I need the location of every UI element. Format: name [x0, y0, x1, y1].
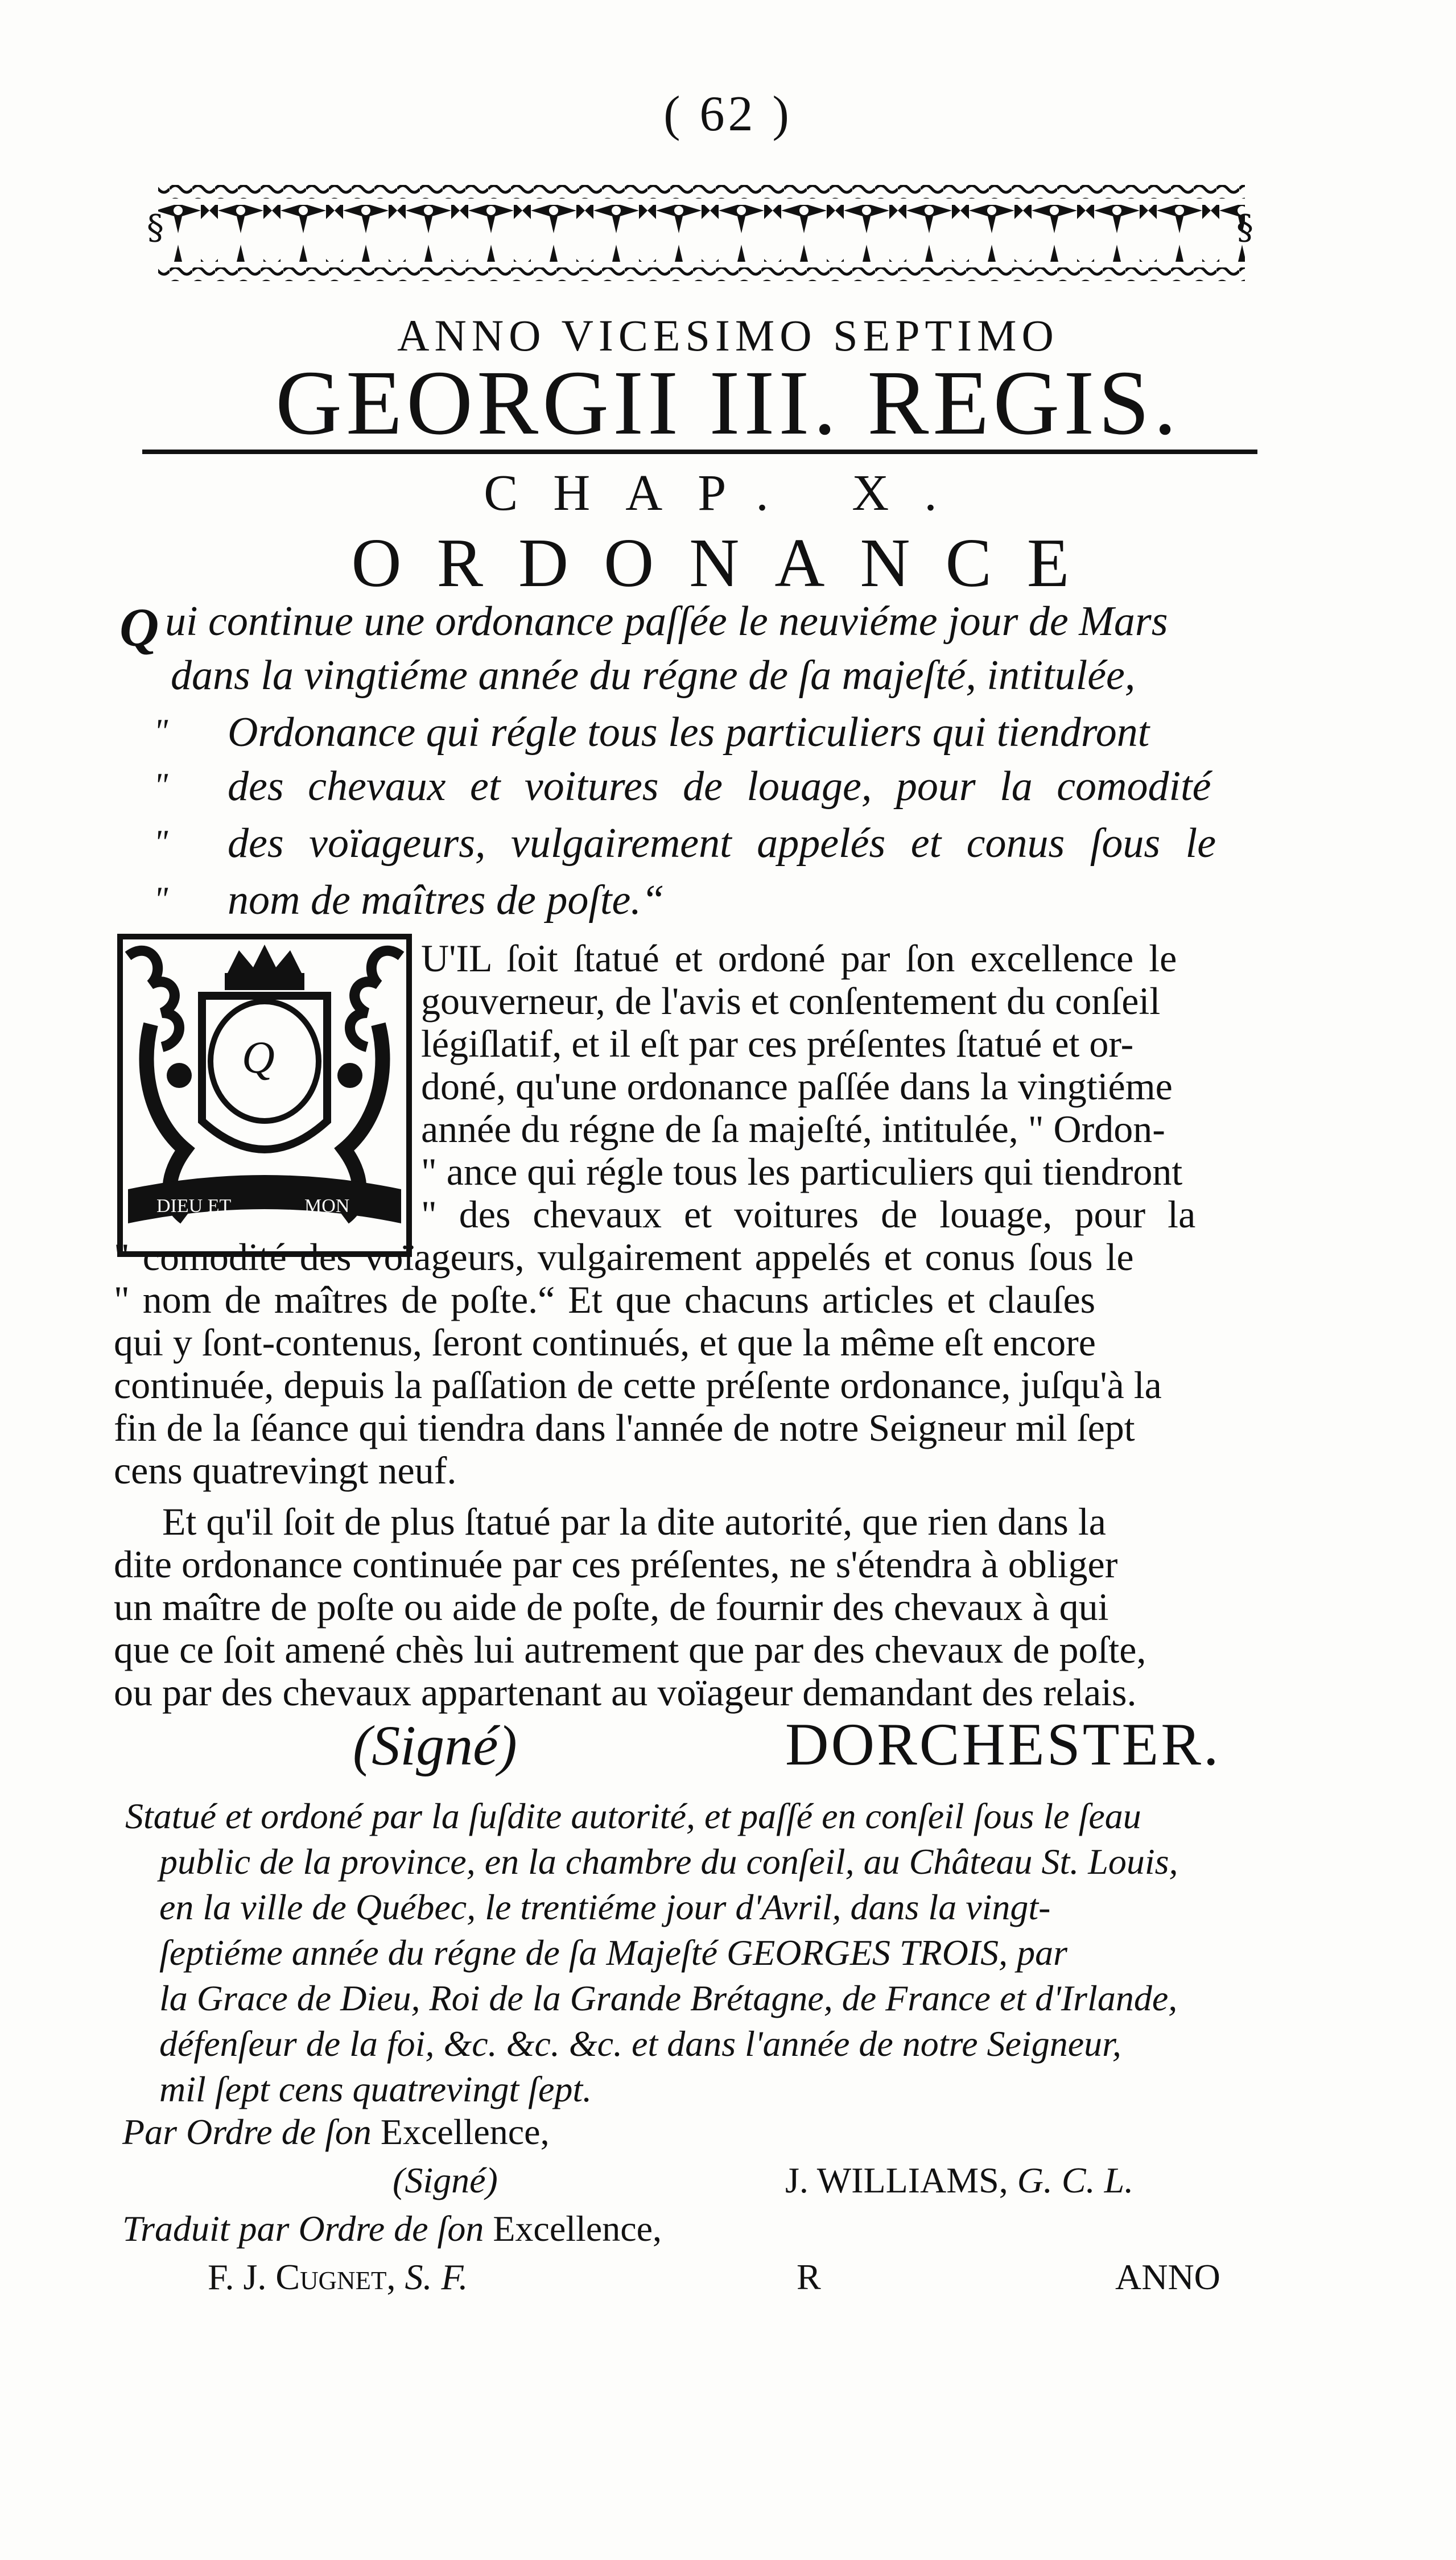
par-ordre-line: [122, 2111, 550, 2153]
body-line: cens quatrevingt neuf.: [114, 1449, 457, 1492]
quote-mark: ": [154, 766, 168, 804]
williams-name: J. WILLIAMS,: [785, 2160, 1008, 2200]
cugnet-signature: [208, 2256, 468, 2298]
body-line: U'IL ſoit ſtatué et ordoné par ſon excellence le: [421, 937, 1177, 980]
title-line: nom de maîtres de poſte.“: [228, 877, 665, 924]
signe-label-2: (Signé): [393, 2160, 498, 2200]
catchword: ANNO: [1115, 2257, 1220, 2297]
clause-line: en la ville de Québec, le trentiéme jour d'Avril, dans la vingt-: [159, 1887, 1051, 1927]
title-line: des voïageurs, vulgairement appelés et conus ſous le: [228, 820, 1216, 867]
traduit-italic: Traduit par Ordre de ſon: [122, 2208, 484, 2249]
body-line: qui y ſont-contenus, ſeront continués, et que la même eſt encore: [114, 1321, 1096, 1364]
body-line: gouverneur, de l'avis et conſentement du conſeil: [421, 979, 1161, 1023]
quote-mark: ": [154, 880, 168, 918]
body-line: " comodité des voïageurs, vulgairement appelés et conus ſous le: [114, 1235, 1134, 1279]
clause-line: Statué et ordoné par la ſuſdite autorité, et paſſé en conſeil ſous le ſeau: [125, 1796, 1141, 1836]
signature-mark: R: [797, 2257, 821, 2297]
traduit-roman: Excellence,: [493, 2208, 662, 2249]
body-line: Et qu'il ſoit de plus ſtatué par la dite autorité, que rien dans la: [162, 1500, 1106, 1543]
chapter-heading: CHAP. X.: [484, 465, 972, 521]
page-number: ( 62 ): [663, 86, 793, 142]
clause-line: défenſeur de la foi, &c. &c. &c. et dans l'année de notre Seigneur,: [159, 2023, 1121, 2064]
motto-left: DIEU ET: [156, 1196, 232, 1217]
body-line: dite ordonance continuée par ces préſentes, ne s'étendra à obliger: [114, 1543, 1118, 1586]
par-ordre-italic: Par Ordre de ſon: [122, 2112, 372, 2152]
emblem-initial: Q: [242, 1033, 275, 1083]
ordonance-heading: ORDONANCE: [351, 525, 1105, 601]
body-line: " des chevaux et voitures de louage, pour la: [421, 1193, 1196, 1236]
body-line: un maître de poſte ou aide de poſte, de fournir des chevaux à qui: [114, 1585, 1109, 1629]
title-line: ui continue une ordonance paſſée le neuviéme jour de Mars: [165, 598, 1168, 645]
svg-text:§: §: [1236, 208, 1253, 248]
body-line: année du régne de ſa majeſté, intitulée, " Ordon-: [421, 1107, 1165, 1151]
motto-right: MON: [304, 1196, 350, 1217]
body-line: légiſlatif, et il eſt par ces préſentes ſtatué et or-: [421, 1022, 1134, 1065]
clause-line: public de la province, en la chambre du conſeil, au Château St. Louis,: [159, 1841, 1178, 1882]
body-line: " nom de maîtres de poſte.“ Et que chacuns articles et clauſes: [114, 1278, 1096, 1321]
title-initial: Q: [119, 597, 159, 658]
title-line: Ordonance qui régle tous les particuliers qui tiendront: [228, 709, 1150, 756]
title-line: dans la vingtiéme année du régne de ſa majeſté, intitulée,: [171, 652, 1136, 699]
royal-coat-of-arms-emblem: [117, 933, 413, 1258]
body-line: fin de la ſéance qui tiendra dans l'année de notre Seigneur mil ſept: [114, 1406, 1135, 1449]
reign-heading: GEORGII III. REGIS.: [275, 352, 1181, 454]
cugnet-name: F. J. Cugnet,: [208, 2257, 396, 2297]
quote-mark: ": [154, 823, 168, 861]
clause-line: la Grace de Dieu, Roi de la Grande Brétagne, de France et d'Irlande,: [159, 1978, 1178, 2018]
decorative-border-ornament: [147, 182, 1256, 285]
clause-line: ſeptiéme année du régne de ſa Majeſté GEORGES TROIS, par: [159, 1932, 1068, 1973]
body-line: que ce ſoit amené chès lui autrement que par des chevaux de poſte,: [114, 1628, 1146, 1671]
body-line: " ance qui régle tous les particuliers qui tiendront: [421, 1150, 1183, 1193]
clause-line: mil ſept cens quatrevingt ſept.: [159, 2069, 592, 2109]
svg-text:§: §: [147, 208, 164, 248]
williams-title: G. C. L.: [1017, 2160, 1134, 2200]
signer-name: DORCHESTER.: [785, 1711, 1221, 1778]
traduit-line: [122, 2208, 662, 2250]
par-ordre-roman: Excellence,: [380, 2112, 550, 2152]
title-line: des chevaux et voitures de louage, pour la comodité: [228, 763, 1211, 810]
body-line: doné, qu'une ordonance paſſée dans la vingtiéme: [421, 1065, 1173, 1108]
williams-signature: [785, 2159, 1133, 2202]
heading-rule: [142, 450, 1257, 454]
anno-heading: ANNO VICESIMO SEPTIMO: [397, 311, 1059, 360]
quote-mark: ": [154, 712, 168, 750]
cugnet-title: S. F.: [405, 2257, 468, 2297]
signe-label: (Signé): [353, 1714, 517, 1777]
body-line: ou par des chevaux appartenant au voïageur demandant des relais.: [114, 1671, 1137, 1714]
body-line: continuée, depuis la paſſation de cette préſente ordonance, juſqu'à la: [114, 1363, 1162, 1407]
